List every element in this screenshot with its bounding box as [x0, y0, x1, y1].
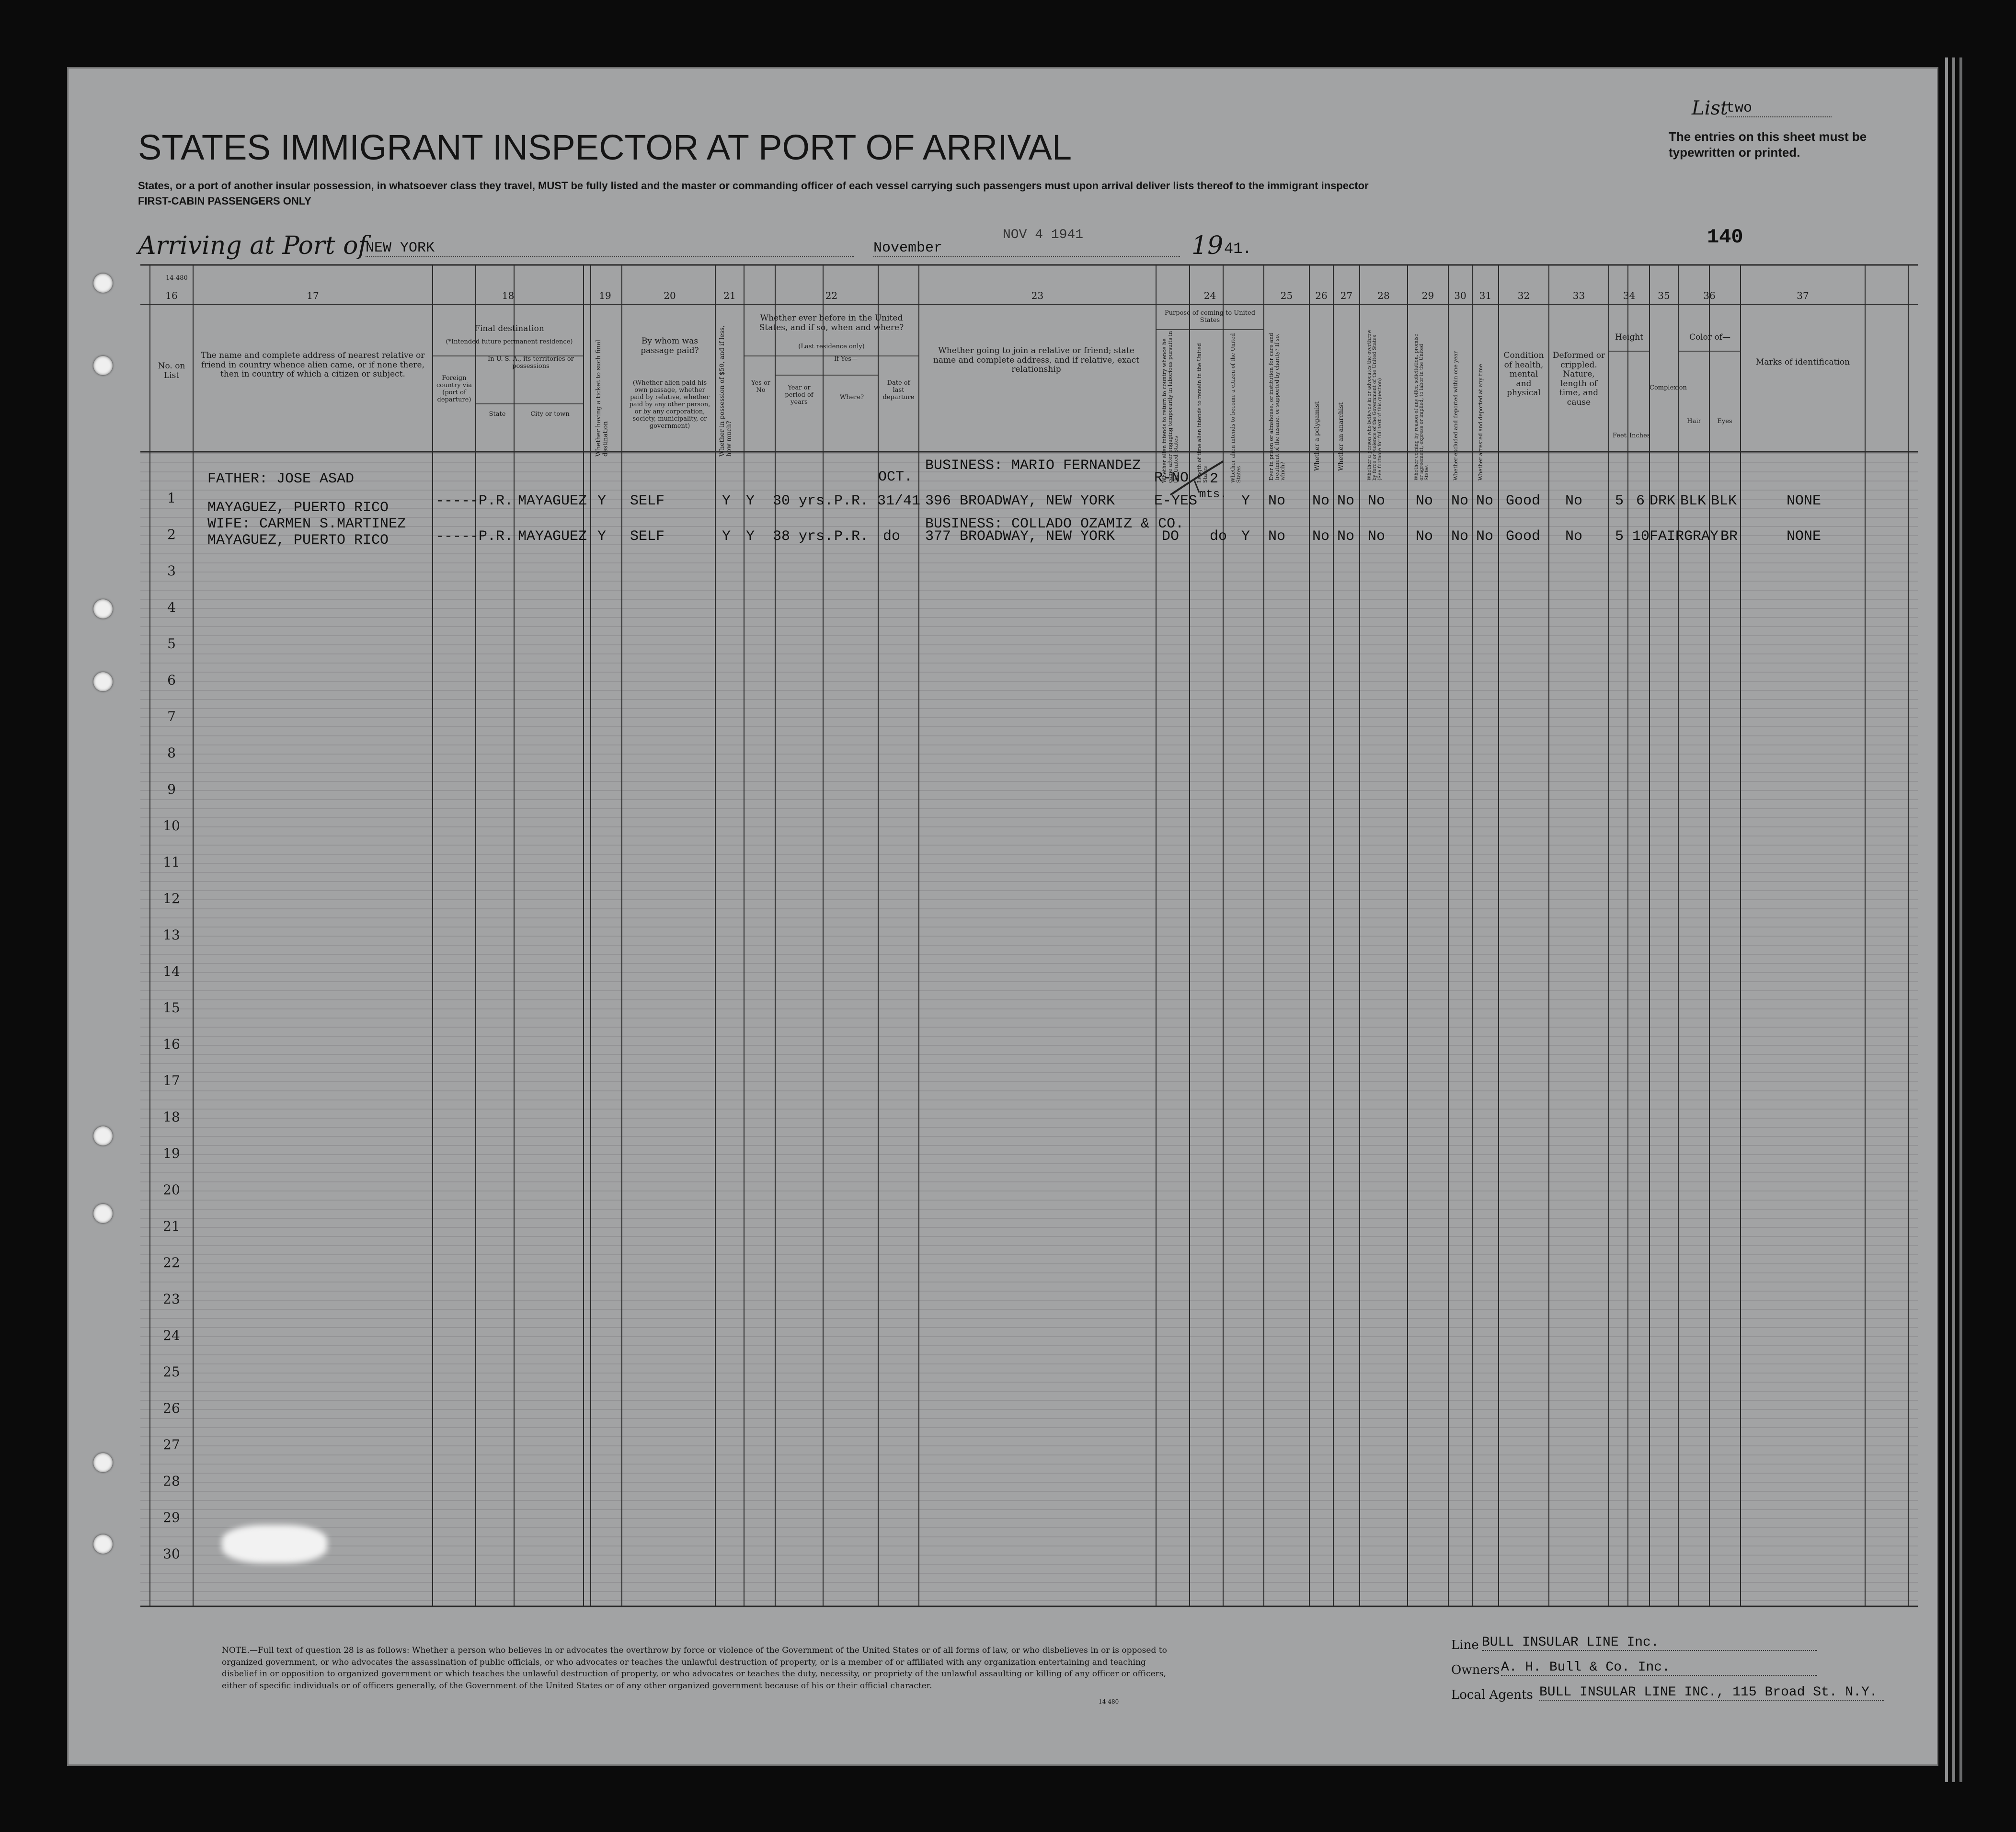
purpose-value: E-YES: [1154, 493, 1198, 509]
eyes-value: BLK: [1711, 493, 1737, 509]
complexion-value: DRK: [1649, 493, 1676, 509]
join-relative-name: BUSINESS: COLLADO OZAMIZ & CO.: [925, 516, 1184, 532]
row-number: 28: [163, 1473, 180, 1489]
instruction-text: States, or a port of another insular possession, in whatsoever class they travel, MUST be fully listed and the master or commanding officer of each vessel carrying such passengers must upon arrival deliver lists thereof to the immigrant inspector: [138, 180, 1369, 192]
heading-before-in-us: Whether ever before in the United States, and if so, when and where?: [759, 313, 904, 332]
table-grid: [69, 69, 1937, 1764]
column-number: 31: [1479, 290, 1492, 301]
heading-condition: Condition of health, mental and physical: [1503, 351, 1544, 398]
heading-color-of: Color of—: [1689, 332, 1730, 342]
binder-hole: [93, 672, 113, 691]
port-value: NEW YORK: [366, 240, 854, 257]
heading-yes-or-no: Yes or No: [751, 379, 770, 394]
row-number: 2: [167, 527, 176, 542]
heading-state: State: [489, 411, 506, 418]
foreign-country: -----: [435, 528, 479, 545]
heading-foreign-country: Foreign country via (port of departure): [436, 375, 472, 403]
heading-feet: Feet: [1613, 432, 1627, 439]
heading-prison: Ever in prison or almshouse, or institution for care and treatment of the insane, or supported by charity? If so, which?: [1268, 332, 1286, 481]
column-number: 28: [1377, 290, 1390, 301]
row-number: 22: [163, 1255, 180, 1271]
heading-question-30: Whether excluded and deported within one year: [1453, 351, 1459, 481]
column-number: 29: [1421, 290, 1434, 301]
relative-address: MAYAGUEZ, PUERTO RICO: [207, 532, 389, 549]
marks-value: NONE: [1787, 493, 1821, 509]
anarchist-value: No: [1337, 493, 1355, 509]
row-number: 10: [163, 818, 180, 834]
column-number: 16: [165, 290, 178, 301]
citizen-value: Y: [1241, 493, 1250, 509]
heading-inches: Inches: [1629, 432, 1650, 439]
heading-height: Height: [1615, 332, 1643, 342]
marks-value: NONE: [1787, 528, 1821, 545]
column-number: 23: [1031, 290, 1044, 301]
column-number: 35: [1658, 290, 1670, 301]
row-number: 19: [163, 1145, 180, 1161]
row-number: 24: [163, 1328, 180, 1343]
heading-relative: The name and complete address of nearest relative or friend in country whence alien came, or if none there, then in country of which a citizen or subject.: [201, 351, 425, 379]
heading-city: City or town: [530, 411, 570, 418]
heading-date-departure: Date of last departure: [882, 379, 915, 401]
page-title: STATES IMMIGRANT INSPECTOR AT PORT OF ARRIVAL: [138, 127, 1072, 167]
relative-name: FATHER: JOSE ASAD: [207, 471, 355, 487]
year-prefix: 19: [1191, 231, 1224, 260]
row-number: 21: [163, 1218, 180, 1234]
binder-hole: [93, 1126, 113, 1145]
before-yes-no: Y: [746, 528, 755, 545]
row-number: 1: [167, 490, 176, 506]
hair-value: GRAY: [1684, 528, 1719, 545]
row-number: 11: [163, 854, 180, 870]
owners-label: Owners: [1451, 1663, 1500, 1677]
month-value: November: [873, 240, 1180, 257]
footer-form-number: 14-480: [1099, 1698, 1119, 1705]
heading-polygamist: Whether a polygamist: [1314, 401, 1321, 471]
column-number: 17: [307, 290, 319, 301]
length-number: 2: [1210, 471, 1219, 487]
column-number: 22: [825, 290, 838, 301]
row-number: 30: [163, 1546, 180, 1562]
heading-purpose-length: Length of time alien intends to remain in the United States: [1196, 343, 1209, 483]
passage-paid-value: SELF: [630, 493, 665, 509]
binder-hole: [93, 1204, 113, 1223]
heading-join-relative: Whether going to join a relative or friend; state name and complete address, and if relative, exact relationship: [933, 346, 1140, 375]
destination-city: MAYAGUEZ: [518, 493, 587, 509]
line-label: Line: [1451, 1638, 1479, 1652]
length-value: do: [1210, 528, 1227, 545]
where-value: P.R.: [834, 528, 869, 545]
purpose-return: R-NO: [1154, 470, 1189, 486]
row-number: 17: [163, 1073, 180, 1088]
heading-final-destination-note: (*Intended future permanent residence): [446, 338, 573, 345]
relative-name: WIFE: CARMEN S.MARTINEZ: [207, 516, 406, 532]
height-feet: 5: [1615, 493, 1624, 509]
page-number: 140: [1707, 226, 1743, 249]
column-number: 33: [1572, 290, 1585, 301]
foreign-country: -----: [435, 493, 479, 509]
form-number: 14-480: [166, 275, 188, 282]
column-number: 21: [723, 290, 736, 301]
column-number: 24: [1203, 290, 1216, 301]
question-30-value: No: [1451, 528, 1469, 545]
heading-marks: Marks of identification: [1755, 357, 1850, 367]
binder-hole: [93, 356, 113, 375]
height-feet: 5: [1615, 528, 1624, 545]
question-31-value: No: [1476, 493, 1494, 509]
row-number: 9: [167, 781, 176, 797]
deformed-value: No: [1565, 528, 1583, 545]
column-number: 34: [1623, 290, 1636, 301]
list-value: two: [1726, 100, 1832, 117]
row-number: 29: [163, 1510, 180, 1525]
binder-hole: [93, 599, 113, 618]
row-number: 4: [167, 599, 176, 615]
citizen-value: Y: [1241, 528, 1250, 545]
heading-year-period: Year or period of years: [785, 384, 813, 406]
heading-last-residence: (Last residence only): [798, 343, 865, 350]
page-edge: [1945, 57, 1948, 1782]
row-number: 26: [163, 1400, 180, 1416]
row-number: 18: [163, 1109, 180, 1125]
column-number: 27: [1340, 290, 1353, 301]
heading-passage-paid: By whom was passage paid?: [641, 336, 699, 355]
ticket-value: Y: [597, 493, 607, 509]
question-29-value: No: [1416, 528, 1433, 545]
column-number: 26: [1315, 290, 1328, 301]
question-28-value: No: [1368, 493, 1386, 509]
polygamist-value: No: [1312, 493, 1330, 509]
row-number: 3: [167, 563, 176, 579]
destination-city: MAYAGUEZ: [518, 528, 587, 545]
hair-value: BLK: [1680, 493, 1707, 509]
binder-hole: [93, 1534, 113, 1554]
agents-label: Local Agents: [1451, 1688, 1533, 1702]
money-value: Y: [722, 493, 731, 509]
arriving-label: Arriving at Port of: [138, 231, 367, 260]
column-number: 32: [1517, 290, 1530, 301]
money-value: Y: [722, 528, 731, 545]
health-value: Good: [1506, 528, 1541, 545]
row-number: 23: [163, 1291, 180, 1307]
question-31-value: No: [1476, 528, 1494, 545]
heading-eyes: Eyes: [1717, 418, 1732, 425]
join-relative-name: BUSINESS: MARIO FERNANDEZ: [925, 458, 1141, 474]
row-number: 12: [163, 891, 180, 906]
purpose-value: DO: [1162, 528, 1180, 545]
column-number: 36: [1703, 290, 1716, 301]
heading-if-yes: If Yes—: [834, 355, 858, 363]
paper-blemish: [222, 1525, 327, 1563]
row-number: 7: [167, 709, 176, 724]
row-number: 15: [163, 1000, 180, 1016]
length-unit: mts.: [1199, 488, 1227, 501]
polygamist-value: No: [1312, 528, 1330, 545]
column-number: 20: [664, 290, 676, 301]
year-suffix: 41.: [1224, 240, 1252, 258]
owners-value: A. H. Bull & Co. Inc.: [1501, 1660, 1817, 1676]
question-29-value: No: [1416, 493, 1433, 509]
years-value: 38 yrs.: [773, 528, 834, 545]
heading-money: Whether in possession of $50, and if less, how much?: [719, 325, 733, 457]
row-number: 14: [163, 963, 180, 979]
heading-purpose: Purpose of coming to United States: [1164, 309, 1256, 324]
check-mark: [1166, 452, 1228, 504]
column-number: 19: [599, 290, 611, 301]
page-edge: [1952, 57, 1955, 1782]
deformed-value: No: [1565, 493, 1583, 509]
date-stamp: NOV 4 1941: [1003, 228, 1084, 242]
binder-hole: [93, 274, 113, 293]
heading-ticket: Whether having a ticket to such final destination: [595, 340, 609, 457]
column-number: 18: [502, 290, 515, 301]
ticket-value: Y: [597, 528, 607, 545]
where-value: P.R.: [834, 493, 869, 509]
manifest-sheet: [67, 67, 1938, 1766]
page-edge: [1959, 57, 1962, 1782]
passage-paid-value: SELF: [630, 528, 665, 545]
heading-question-31: Whether arrested and deported at any time: [1478, 364, 1484, 481]
height-inches: 6: [1636, 493, 1645, 509]
height-inches: 10: [1632, 528, 1650, 545]
prison-value: No: [1268, 528, 1286, 545]
line-value: BULL INSULAR LINE Inc.: [1482, 1635, 1817, 1651]
question-28-value: No: [1368, 528, 1386, 545]
years-value: 30 yrs.: [773, 493, 834, 509]
row-number: 6: [167, 672, 176, 688]
heading-complexion: Complexion: [1649, 384, 1687, 391]
destination-state: P.R.: [479, 493, 514, 509]
complexion-value: FAIR: [1649, 528, 1684, 545]
heading-final-destination: Final destination: [474, 324, 544, 333]
join-relative-address: 377 BROADWAY, NEW YORK: [925, 528, 1115, 545]
column-number: 25: [1280, 290, 1293, 301]
departure-date: 31/41: [877, 493, 921, 509]
departure-date: do: [883, 528, 901, 545]
heading-no-on-list: No. on List: [158, 361, 185, 380]
row-number: 8: [167, 745, 176, 761]
prison-value: No: [1268, 493, 1286, 509]
heading-hair: Hair: [1687, 418, 1701, 425]
eyes-value: BR: [1720, 528, 1738, 545]
heading-purpose-return: Whether alien intends to return to country whence he came after engaging temporarily in laborious pursuits in the United States: [1161, 331, 1180, 483]
anarchist-value: No: [1337, 528, 1355, 545]
row-number: 5: [167, 636, 176, 652]
heading-question-29: Whether coming by reason of any offer, solicitation, promise or agreement, express or implied, to labor in the United States: [1414, 333, 1430, 481]
list-label: List: [1692, 97, 1728, 119]
destination-state: P.R.: [479, 528, 514, 545]
before-yes-no: Y: [746, 493, 755, 509]
heading-anarchist: Whether an anarchist: [1338, 402, 1345, 471]
heading-deformed: Deformed or crippled. Nature, length of time, and cause: [1552, 351, 1605, 407]
join-relative-address: 396 BROADWAY, NEW YORK: [925, 493, 1115, 509]
row-number: 16: [163, 1036, 180, 1052]
heading-where: Where?: [839, 394, 864, 401]
typewritten-note: The entries on this sheet must be typewritten or printed.: [1669, 129, 1867, 160]
row-number: 25: [163, 1364, 180, 1380]
column-number: 30: [1454, 290, 1466, 301]
row-number: 27: [163, 1437, 180, 1453]
question-30-value: No: [1451, 493, 1469, 509]
row-number: 20: [163, 1182, 180, 1198]
health-value: Good: [1506, 493, 1541, 509]
heading-purpose-citizen: Whether alien intends to become a citizen of the United States: [1230, 333, 1242, 483]
heading-in-usa: In U. S. A., its territories or possessions: [488, 355, 574, 370]
footnote-28: NOTE.—Full text of question 28 is as follows: Whether a person who believes in or advocates the overthrow by force or violence of the Government of the United States or of all forms of law, or who disbelieves in or is opposed to organized government, or who advocates the assassination of public officials, or who advocates or teaches the unlawful destruction of property, or is a member of or affiliated with any organization entertaining and teaching disbelief in or opposition to organized government or which teaches the unlawful destruction of property, or who advocates or teaches the duty, necessity, or propriety of the unlawful assaulting or killing of any officer or officers, either of specific individuals or of officers generally, of the Government of the United States or of any other organized government because of his or their official character.: [222, 1646, 1167, 1691]
heading-passage-note: (Whether alien paid his own passage, whether paid by relative, whether paid by any other person, or by any corporation, society, municipality, or government): [629, 379, 710, 430]
column-number: 37: [1797, 290, 1809, 301]
row-number: 13: [163, 927, 180, 943]
relative-address: MAYAGUEZ, PUERTO RICO: [207, 500, 389, 516]
agents-value: BULL INSULAR LINE INC., 115 Broad St. N.Y.: [1539, 1685, 1884, 1701]
departure-month: OCT.: [878, 469, 913, 485]
binder-hole: [93, 1453, 113, 1472]
heading-question-28: Whether a person who believes in or advocates the overthrow by force or violence of the Government of the United States (See footnote for full text of this question): [1367, 329, 1383, 481]
class-note: FIRST-CABIN PASSENGERS ONLY: [138, 195, 311, 207]
